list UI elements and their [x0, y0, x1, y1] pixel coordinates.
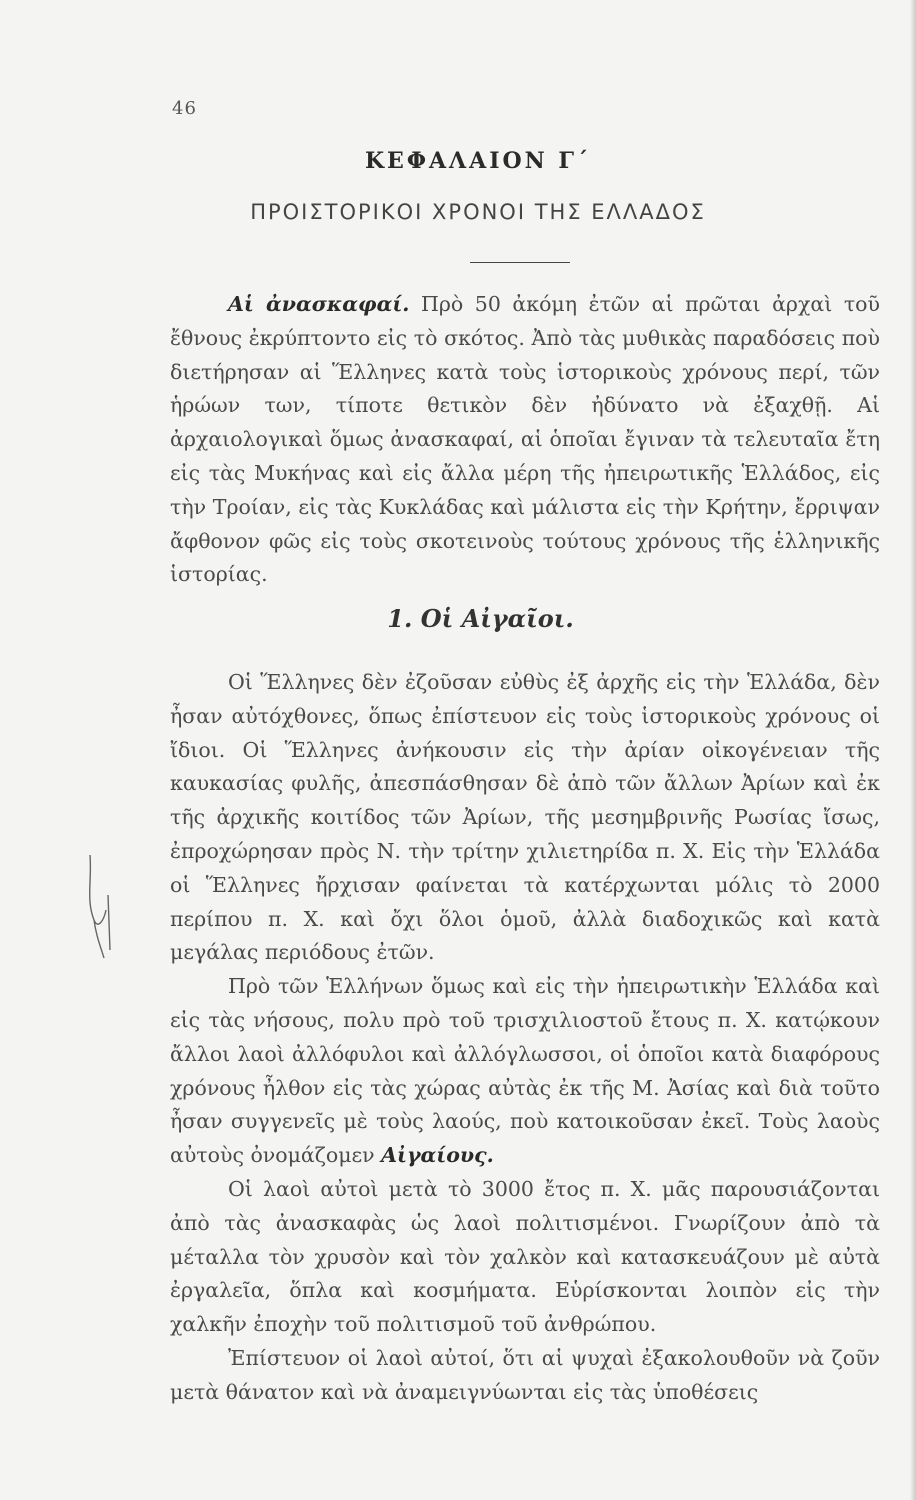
- intro-text: Πρὸ 50 ἀκόμη ἐτῶν αἱ πρῶται ἀρχαὶ τοῦ ἔθνους ἐκρύπτοντο εἰς τὸ σκότος. Ἀπὸ τὰς μυθικὰς παραδόσεις ποὺ διετήρησαν αἱ Ἕλληνες κατὰ τοὺς ἱστορικοὺς χρόνους περί, τῶν ἡρώων των, τίποτε θετικὸν δὲν ἠδύνατο νὰ ἐξαχθῇ. Αἱ ἀρχαιολογικαὶ ὅμως ἀνασκαφαί, αἱ ὁποῖαι ἔγιναν τὰ τελευταῖα ἔτη εἰς τὰς Μυκήνας καὶ εἰς ἄλλα μέρη τῆς ἠπειρωτικῆς Ἑλλάδος, εἰς τὴν Τροίαν, εἰς τὰς Κυκλάδας καὶ μάλιστα εἰς τὴν Κρήτην, ἔρριψαν ἄφθονον φῶς εἰς τοὺς σκοτεινοὺς τούτους χρόνους τῆς ἑλληνικῆς ἱστορίας.: [170, 292, 880, 587]
- page-number: 46: [172, 98, 197, 119]
- intro-lead: Αἱ ἀνασκαφαί.: [228, 292, 410, 316]
- paragraph-3: Οἱ λαοὶ αὐτοὶ μετὰ τὸ 3000 ἔτος π. Χ. μᾶς παρουσιάζονται ἀπὸ τὰς ἀνασκαφὰς ὡς λαοὶ πολιτισμένοι. Γνωρίζουν ἀπὸ τὰ μέταλλα τὸν χρυσὸν καὶ τὸν χαλκὸν καὶ κατασκευάζουν μὲ αὐτὰ ἐργαλεῖα, ὅπλα καὶ κοσμήματα. Εὑρίσκονται λοιπὸν εἰς τὴν χαλκῆν ἐποχὴν τοῦ πολιτισμοῦ τοῦ ἀνθρώπου.: [170, 1176, 880, 1337]
- intro-block: [170, 288, 880, 592]
- paragraph-1: Οἱ Ἕλληνες δὲν ἐζοῦσαν εὐθὺς ἐξ ἀρχῆς εἰς τὴν Ἑλλάδα, δὲν ἦσαν αὐτόχθονες, ὅπως ἐπίστευον εἰς τοὺς ἱστορικοὺς χρόνους οἱ ἴδιοι. Οἱ Ἕλληνες ἀνήκουσιν εἰς τὴν ἀρίαν οἰκογένειαν τῆς καυκασίας φυλῆς, ἀπεσπάσθησαν δὲ ἀπὸ τῶν ἄλλων Ἀρίων καὶ ἐκ τῆς ἀρχικῆς κοιτίδος τῶν Ἀρίων, τῆς μεσημβρινῆς Ρωσίας ἴσως, ἐπροχώρησαν πρὸς Ν. τὴν τρίτην χιλιετηρίδα π. Χ. Εἰς τὴν Ἑλλάδα οἱ Ἕλληνες ἤρχισαν φαίνεται τὰ κατέρχωνται μόλις τὸ 2000 περίπου π. Χ. καὶ ὄχι ὅλοι ὁμοῦ, ἀλλὰ διαδοχικῶς καὶ κατὰ μεγάλας περιόδους ἐτῶν.: [170, 670, 880, 965]
- chapter-title: ΠΡΟΙΣΤΟΡΙΚΟΙ ΧΡΟΝΟΙ ΤΗΣ ΕΛΛΑΔΟΣ: [250, 200, 706, 224]
- page-edge: [910, 0, 916, 1500]
- paragraph-2-emphasis: Αἰγαίους.: [381, 1143, 494, 1168]
- paragraph-2: [170, 970, 880, 1173]
- paragraph-2-text: Πρὸ τῶν Ἑλλήνων ὅμως καὶ εἰς τὴν ἠπειρωτικὴν Ἑλλάδα καὶ εἰς τὰς νήσους, πολυ πρὸ τοῦ τρισχιλιοστοῦ ἔτους π. Χ. κατῴκουν ἄλλοι λαοὶ ἀλλόφυλοι καὶ ἀλλόγλωσσοι, οἱ ὁποῖοι κατὰ διαφόρους χρόνους ἦλθον εἰς τὰς χώρας αὐτὰς ἐκ τῆς Μ. Ἀσίας καὶ διὰ τοῦτο ἦσαν συγγενεῖς μὲ τοὺς λαούς, ποὺ κατοικοῦσαν ἐκεῖ. Τοὺς λαοὺς αὐτοὺς ὀνομάζομεν: [170, 974, 880, 1168]
- divider: [470, 262, 570, 263]
- section-title: 1. Οἱ Αἰγαῖοι.: [387, 604, 574, 633]
- chapter-heading: ΚΕΦΑΛΑΙΟΝ Γ΄: [364, 148, 592, 174]
- section-body: [170, 666, 880, 1410]
- paragraph-4: Ἐπίστευον οἱ λαοὶ αὐτοί, ὅτι αἱ ψυχαὶ ἐξακολουθοῦν νὰ ζοῦν μετὰ θάνατον καὶ νὰ ἀναμειγνύωνται εἰς τὰς ὑποθέσεις: [170, 1345, 880, 1404]
- margin-pencil-mark: [80, 850, 120, 960]
